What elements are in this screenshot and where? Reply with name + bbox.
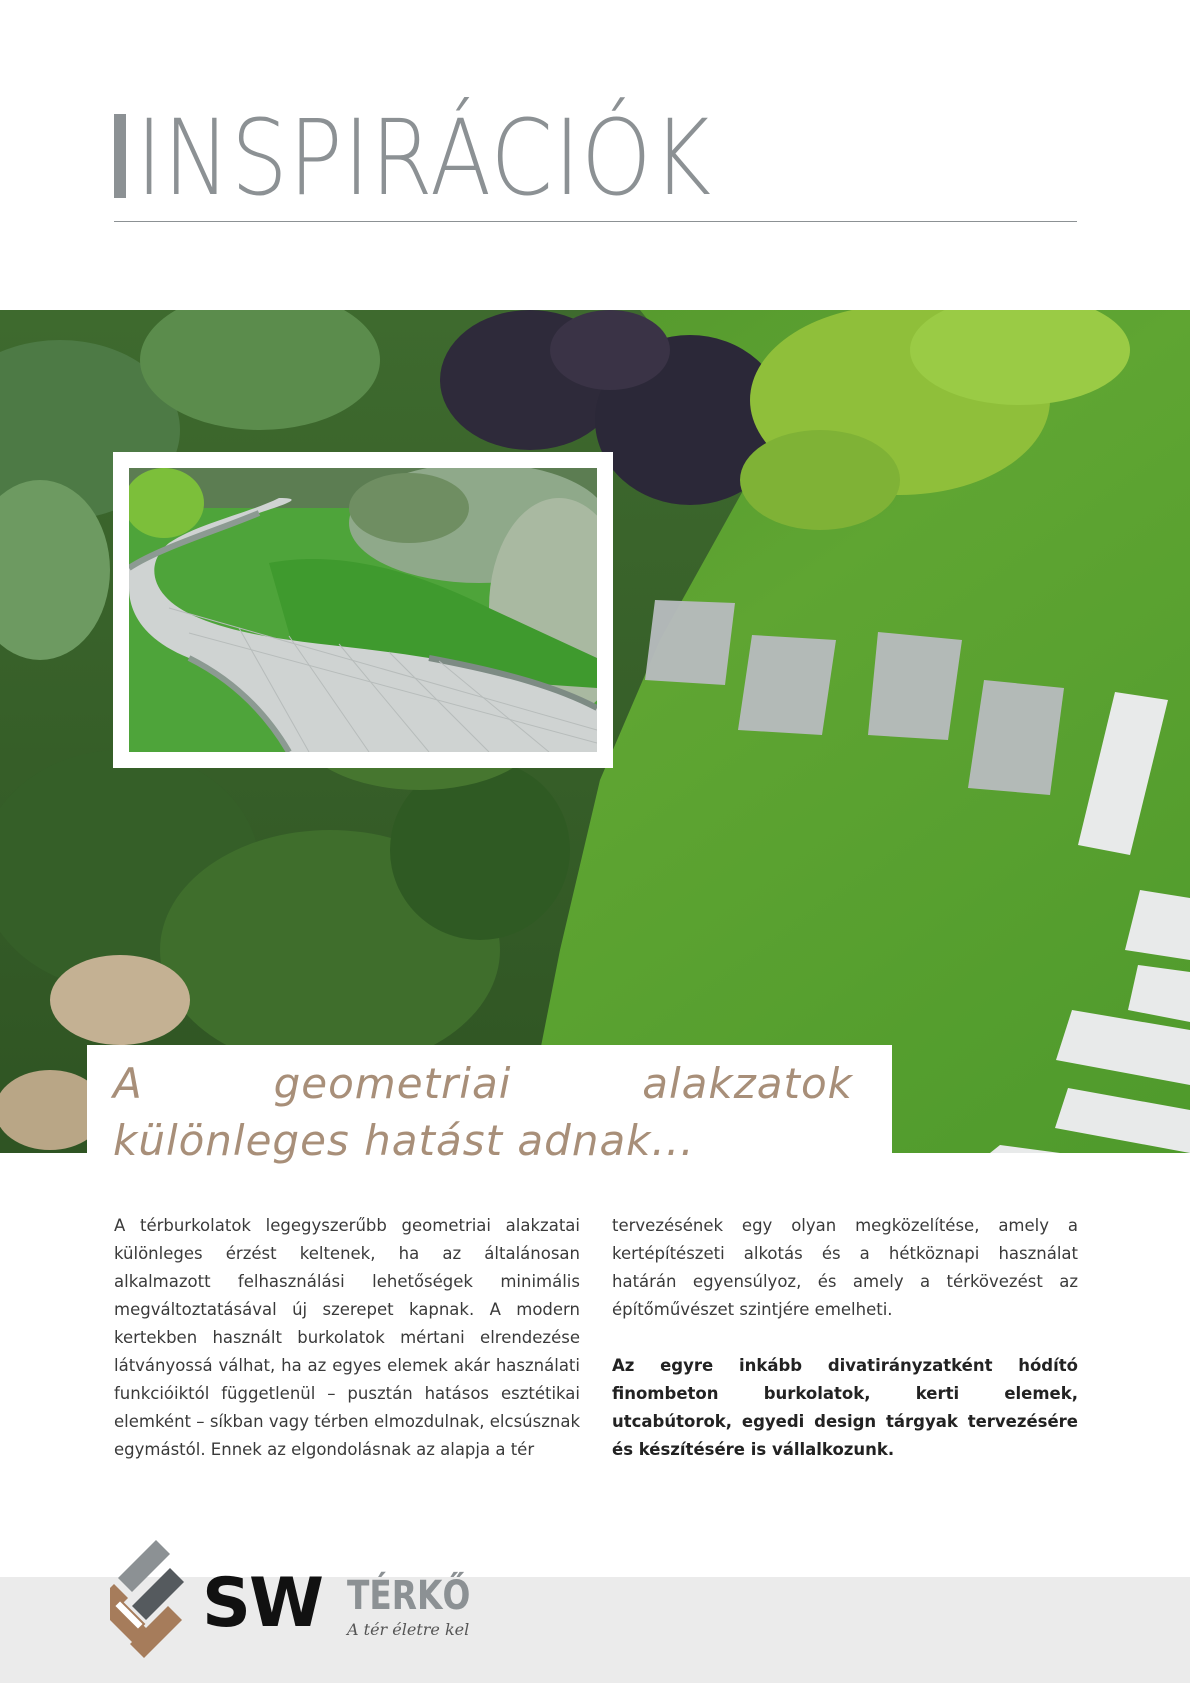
title-divider <box>114 221 1077 222</box>
logo-tagline: A tér életre kel <box>347 1620 470 1639</box>
body-left-column <box>114 1212 580 1464</box>
page-header <box>114 97 1077 219</box>
inset-path-photo <box>113 452 613 768</box>
title-accent-bar <box>114 114 126 198</box>
hero-caption: A geometriai alakzatok különleges hatást adnak... <box>113 1059 853 1165</box>
page-title <box>114 97 1077 219</box>
body-paragraph-continued: tervezésének egy olyan megközelítése, amely a kertépítészeti alkotás és a hétköznapi használat határán egyensúlyoz, és amely a térkövezést az építőművészet szintjére emelheti. <box>612 1216 1078 1319</box>
hero-caption-box <box>87 1045 892 1165</box>
sw-terko-logo <box>110 1540 490 1660</box>
body-highlight-paragraph: Az egyre inkább divatirányzatként hódító finombeton burkolatok, kerti elemek, utcabútorok, egyedi design tárgyak tervezésére és készítésére is vállalkozunk. <box>612 1356 1078 1459</box>
logo-terko-text: TÉRKŐ <box>347 1573 471 1619</box>
page-title-text: INSPIRÁCIÓK <box>136 97 712 219</box>
body-right-column <box>612 1212 1078 1464</box>
logo-sw-text: SW <box>202 1564 322 1643</box>
logo-mark-icon <box>110 1540 196 1660</box>
body-paragraph: A térburkolatok legegyszerűbb geometriai alakzatai különleges érzést keltenek, ha az általánosan alkalmazott felhasználási lehetőségek minimális megváltoztatásával új szerepet kapnak. A modern kertekben használt burkolatok mértani elrendezése látványossá válhat, ha az egyes elemek akár használati funkcióiktól függetlenül – pusztán hatásos esztétikai elemként – síkban vagy térben elmozdulnak, elcsúsznak egymástól. Ennek az elgondolásnak az alapja a tér <box>114 1216 580 1459</box>
